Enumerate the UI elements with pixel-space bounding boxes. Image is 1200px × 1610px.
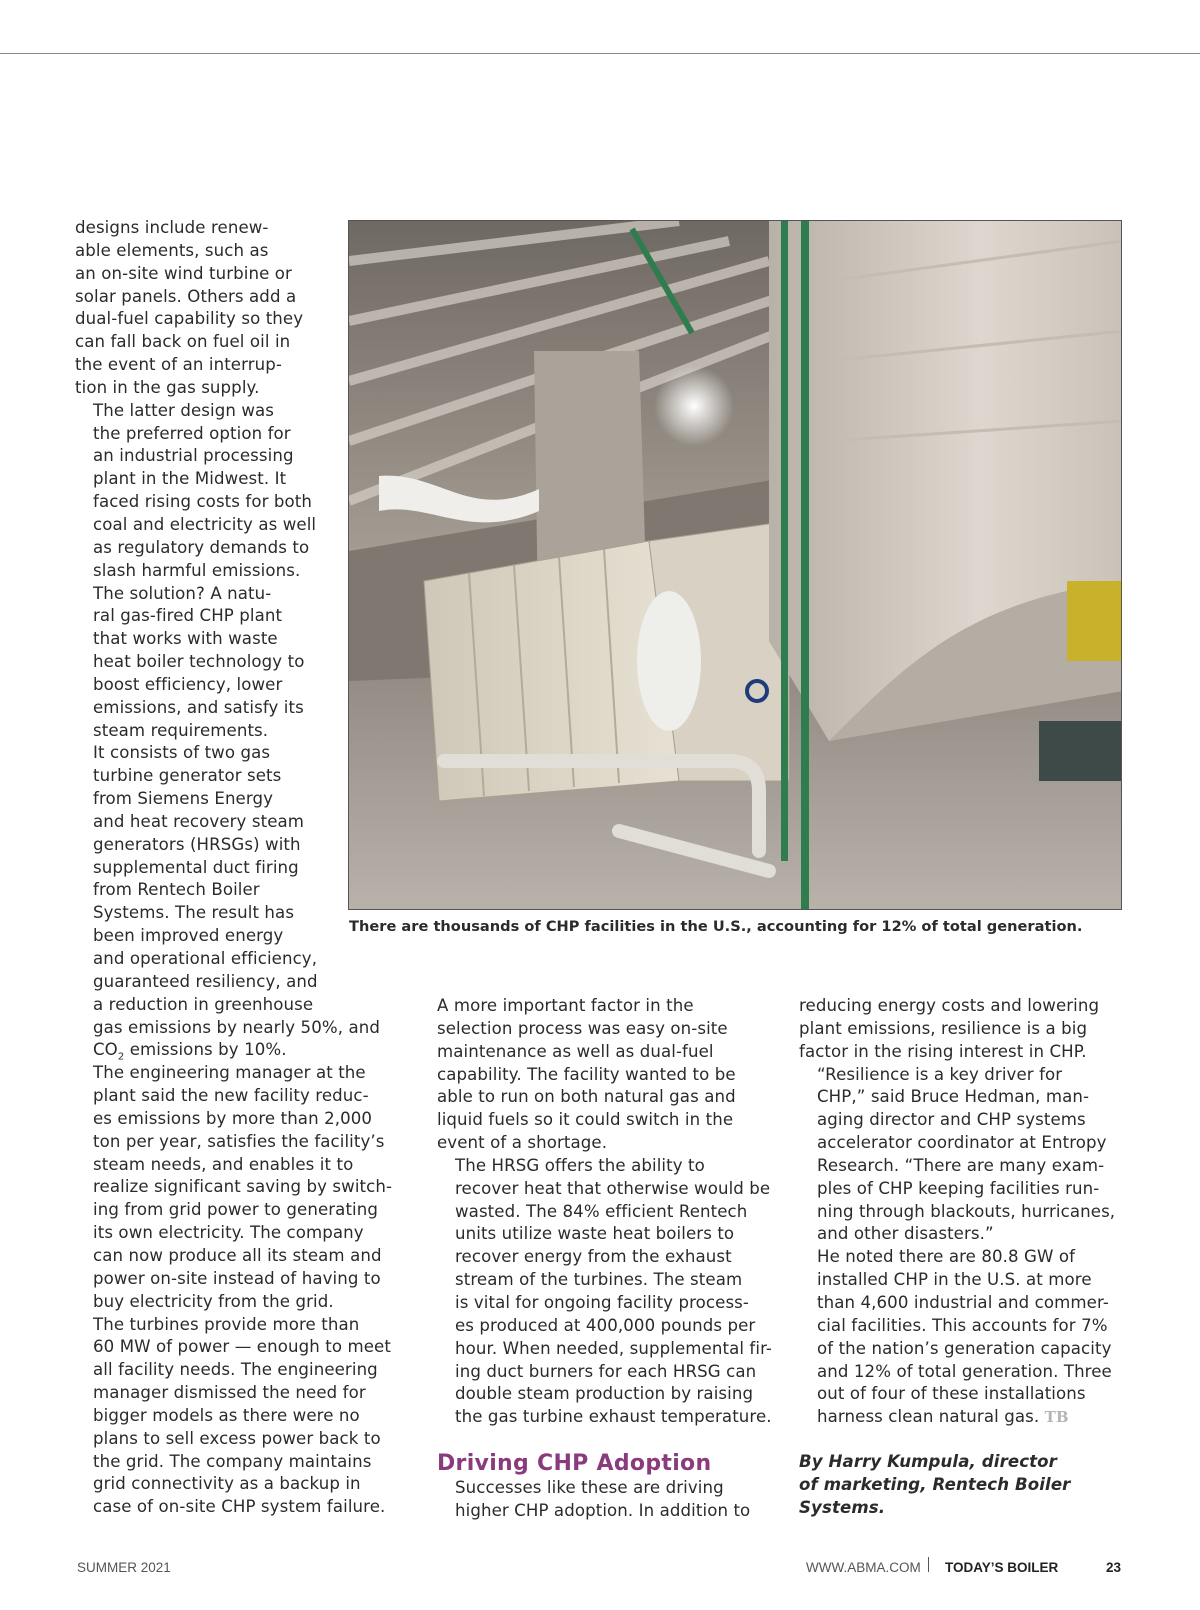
- section-subhead: Driving CHP Adoption: [437, 1451, 712, 1477]
- text-line: It consists of two gas: [93, 743, 271, 763]
- end-mark-logo: TB: [1044, 1408, 1069, 1427]
- top-rule: [0, 53, 1200, 54]
- footer-page-number: 23: [1106, 1560, 1122, 1575]
- text-line: and other disasters.”: [817, 1224, 994, 1244]
- text-line: heat boiler technology to: [93, 652, 305, 672]
- text-line: slash harmful emissions.: [93, 560, 301, 580]
- text-line: plant emissions, resilience is a big: [799, 1018, 1088, 1038]
- text-line: can now produce all its steam and: [93, 1245, 382, 1265]
- text-line: es produced at 400,000 pounds per: [455, 1315, 756, 1335]
- footer-issue-date: SUMMER 2021: [77, 1560, 171, 1575]
- text-line: tion in the gas supply.: [75, 377, 260, 397]
- text-line: able to run on both natural gas and: [437, 1087, 736, 1107]
- text-line: accelerator coordinator at Entropy: [817, 1133, 1107, 1153]
- text-line: aging director and CHP systems: [817, 1110, 1086, 1130]
- co2-subscript: 2: [117, 1051, 125, 1063]
- text-line: installed CHP in the U.S. at more: [817, 1270, 1092, 1290]
- text-line: Research. “There are many exam-: [817, 1155, 1105, 1175]
- text-line: factor in the rising interest in CHP.: [799, 1041, 1087, 1061]
- text-line: hour. When needed, supplemental fir-: [455, 1338, 773, 1358]
- text-line: By Harry Kumpula, director: [799, 1452, 1057, 1472]
- text-line: The engineering manager at the: [93, 1063, 366, 1083]
- footer-separator: [928, 1557, 929, 1572]
- article-column-3: [799, 995, 1139, 1520]
- text-line: than 4,600 industrial and commer-: [817, 1292, 1109, 1312]
- text-line: es emissions by more than 2,000: [93, 1108, 373, 1128]
- text-line: its own electricity. The company: [93, 1223, 364, 1243]
- paragraph: [75, 1062, 405, 1313]
- text-line: Successes like these are driving: [455, 1478, 724, 1498]
- text-line: plant said the new facility reduc-: [93, 1086, 369, 1106]
- text-line: The turbines provide more than: [93, 1314, 360, 1334]
- text-line: ton per year, satisfies the facility’s: [93, 1131, 385, 1151]
- text-line: reducing energy costs and lowering: [799, 996, 1100, 1015]
- paragraph: [799, 1064, 1139, 1247]
- text-line: emissions, and satisfy its: [93, 697, 304, 717]
- text-line: manager dismissed the need for: [93, 1383, 366, 1403]
- text-line: the grid. The company maintains: [93, 1451, 372, 1471]
- text-line: A more important factor in the: [437, 996, 694, 1015]
- text-line: steam needs, and enables it to: [93, 1154, 354, 1174]
- text-line: the preferred option for: [93, 423, 291, 443]
- text-line: stream of the turbines. The steam: [455, 1270, 743, 1290]
- text-line: the gas turbine exhaust temperature.: [455, 1407, 772, 1427]
- footer-website-link[interactable]: WWW.ABMA.COM: [806, 1560, 921, 1575]
- text-line: wasted. The 84% efficient Rentech: [455, 1201, 748, 1221]
- text-line: plans to sell excess power back to: [93, 1428, 381, 1448]
- text-line: higher CHP adoption. In addition to: [455, 1500, 751, 1520]
- text-line: realize significant saving by switch-: [93, 1177, 393, 1197]
- text-line: CHP,” said Bruce Hedman, man-: [817, 1087, 1090, 1107]
- text-line: turbine generator sets: [93, 766, 282, 786]
- text-line: liquid fuels so it could switch in the: [437, 1110, 734, 1130]
- paragraph: [437, 1155, 777, 1429]
- co2-text: CO: [93, 1040, 118, 1060]
- text-line: supplemental duct firing: [93, 857, 299, 877]
- text-line: ning through blackouts, hurricanes,: [817, 1201, 1116, 1221]
- text-line: bigger models as there were no: [93, 1405, 360, 1425]
- text-line: Systems. The result has: [93, 903, 295, 923]
- text-line: steam requirements.: [93, 720, 269, 740]
- text-line: The solution? A natu-: [93, 583, 272, 603]
- text-line: and 12% of total generation. Three: [817, 1361, 1112, 1381]
- text-line: guaranteed resiliency, and: [93, 971, 318, 991]
- text-line: selection process was easy on-site: [437, 1018, 728, 1038]
- text-line: The latter design was: [93, 400, 275, 420]
- text-line: power on-site instead of having to: [93, 1268, 381, 1288]
- paragraph: [75, 1314, 405, 1520]
- footer-magazine-name: TODAY’S BOILER: [945, 1560, 1059, 1575]
- text-line: ples of CHP keeping facilities run-: [817, 1178, 1100, 1198]
- text-line: out of four of these installations: [817, 1384, 1086, 1404]
- text-line: case of on-site CHP system failure.: [93, 1497, 386, 1517]
- text-line: able elements, such as: [75, 240, 269, 260]
- text-line: gas emissions by nearly 50%, and: [93, 1017, 380, 1037]
- text-line: buy electricity from the grid.: [93, 1291, 334, 1311]
- text-line: a reduction in greenhouse: [93, 994, 314, 1014]
- text-line: ing from grid power to generating: [93, 1200, 379, 1220]
- text-line: and heat recovery steam: [93, 811, 305, 831]
- paragraph: [799, 995, 1139, 1064]
- paragraph: [437, 995, 777, 1155]
- text-line: from Rentech Boiler: [93, 880, 260, 900]
- text-line: recover energy from the exhaust: [455, 1247, 732, 1267]
- text-line: faced rising costs for both: [93, 492, 313, 512]
- paragraph: [799, 1246, 1139, 1429]
- text-line: all facility needs. The engineering: [93, 1360, 378, 1380]
- text-line: solar panels. Others add a: [75, 286, 297, 306]
- text-line: The HRSG offers the ability to: [455, 1155, 705, 1175]
- text-line: maintenance as well as dual-fuel: [437, 1041, 714, 1061]
- text-line: event of a shortage.: [437, 1133, 608, 1153]
- text-line: of the nation’s generation capacity: [817, 1338, 1112, 1358]
- text-line: that works with waste: [93, 629, 278, 649]
- text-line: been improved energy: [93, 926, 284, 946]
- text-line: 60 MW of power — enough to meet: [93, 1337, 391, 1357]
- text-line: He noted there are 80.8 GW of: [817, 1247, 1076, 1267]
- photo-caption: There are thousands of CHP facilities in the U.S., accounting for 12% of total generation.: [349, 918, 1083, 935]
- text-line: an on-site wind turbine or: [75, 263, 292, 283]
- text-line: an industrial processing: [93, 446, 294, 466]
- text-line: can fall back on fuel oil in: [75, 332, 291, 352]
- text-line: as regulatory demands to: [93, 537, 310, 557]
- text-line: units utilize waste heat boilers to: [455, 1224, 735, 1244]
- text-line: coal and electricity as well: [93, 514, 317, 534]
- last-line: harness clean natural gas.: [817, 1407, 1045, 1427]
- text-line: “Resilience is a key driver for: [817, 1064, 1063, 1084]
- text-line: ral gas-fired CHP plant: [93, 606, 283, 626]
- text-line: the event of an interrup-: [75, 355, 283, 375]
- text-line: double steam production by raising: [455, 1384, 754, 1404]
- industrial-chp-plant-photo: [348, 220, 1122, 910]
- author-byline: [799, 1451, 1139, 1520]
- text-line: of marketing, Rentech Boiler: [799, 1474, 1071, 1494]
- text-line: Systems.: [799, 1497, 886, 1517]
- paragraph: [437, 1477, 777, 1523]
- paragraph-lines: [799, 1246, 1139, 1406]
- co2-sentence-end: emissions by 10%.: [124, 1040, 287, 1060]
- text-line: is vital for ongoing facility process-: [455, 1292, 750, 1312]
- text-line: plant in the Midwest. It: [93, 469, 287, 489]
- text-line: dual-fuel capability so they: [75, 309, 304, 329]
- text-line: ing duct burners for each HRSG can: [455, 1361, 757, 1381]
- text-line: and operational efficiency,: [93, 949, 318, 968]
- text-line: designs include renew-: [75, 218, 269, 237]
- article-column-2: [437, 995, 777, 1523]
- text-line: grid connectivity as a backup in: [93, 1474, 361, 1494]
- text-line: capability. The facility wanted to be: [437, 1064, 736, 1084]
- text-line: recover heat that otherwise would be: [455, 1178, 771, 1198]
- text-line: from Siemens Energy: [93, 789, 274, 809]
- text-line: cial facilities. This accounts for 7%: [817, 1315, 1108, 1335]
- text-line: generators (HRSGs) with: [93, 834, 301, 854]
- text-line: boost efficiency, lower: [93, 674, 283, 694]
